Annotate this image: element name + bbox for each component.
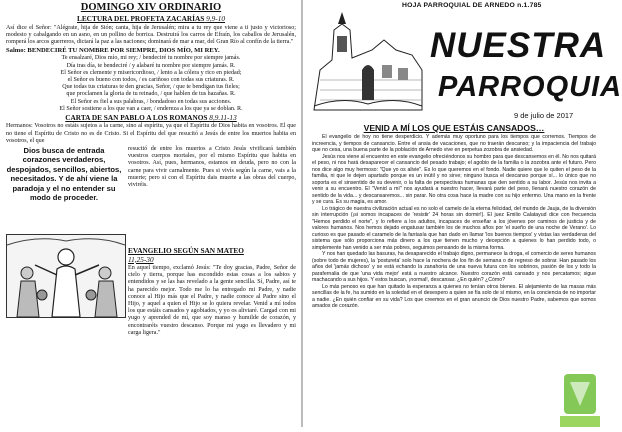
gospel-ref: 11,25-30 — [128, 254, 154, 264]
column-divider — [301, 0, 303, 427]
reading2-heading — [4, 114, 298, 123]
gospel-text: En aquel tiempo, exclamó Jesús: "Te doy gracias, Padre, Señor de cielo y tierra, porque has escondido estas cosas a los sabios y entendidos y se las has revelado a la gente sencilla. Sí, Padre, así te ha parecido mejor. Todo me lo ha entregado mi Padre, y nadie conoce al Hijo más que el Padre, y nadie conoce al Padre sino el Hijo, y aquel a quien el Hijo se lo quiera revelar. Venid a mí todos los que estáis cansados y agobiados, y yo os aliviaré. Cargad con mi yugo y aprended de mí, que soy manso y humilde de corazón, y encontraréis vuestro descanso. Porque mi yugo es llevadero y mi carga ligera." — [128, 265, 296, 336]
reading1-ref: 9,9-10 — [206, 14, 226, 23]
reading2-gospel-row — [4, 146, 298, 336]
invitation-text: Dios busca de entrada corazones verdaderos, despojados, sencillos, abiertos, necesitados. Y de ahí viene la paradoja y el no entender su modo de proceder. — [6, 146, 122, 203]
psalm-heading: Salmo: BENDECIRÉ TU NOMBRE POR SIEMPRE, DIOS MÍO, MI REY. — [6, 47, 220, 55]
reading2-text-top: Hermanos: Vosotros no estáis sujetos a la carne, sino al espíritu, ya que el Espíritu de Dios habita en vosotros. El que no tiene el Espíritu de Cristo no es de Cristo. Si el Espíritu del que resucitó a Jesús de entre los muertos habita en vosotros, el que — [6, 123, 296, 144]
reading2-text-side: resucitó de entre los muertos a Cristo Jesús vivificará también vuestros cuerpos mortales, por el mismo Espíritu que habita en vosotros. Así, pues, hermanos, estamos en deuda, pero no con la carne para vivir carnalmente. Pues si vivís según la carne, vais a la muerte; pero si con el Espíritu dais muerte a las obras del cuerpo, viviréis. — [128, 146, 296, 189]
psalm-line: El Señor es clemente y misericordioso, / lento a la cólera y rico en piedad; — [60, 69, 242, 76]
article-paragraph: Lo trágico de nuestra civilización actual es no solo el camelo de la eterna felicidad, del mundo de Jauja, de la diversión sin interrupción (¡si somos incapaces de 'resistir' 24 horas sin dormir!). El juez Emilio Calatayud dice con frecuencia "Hemos perdido el norte", y lo refiere a los adultos, incapaces de enseñar a los jóvenes por caminos de justicia y de valores humanos. Nos hemos dejado engatusar también los de muchos años por 'el sueño de una noche de Verano'. Lo curioso es que pasado el caramelo de la fantasía que han dado en llamar 'los buenos tiempos' y vistas las verdaderas del sistema que sólo proporciona más dinero a los que tienen mucho y decepción a quienes lo han perdido todo, o simplemente han venido a ser más pobres, seguimos pensando de la misma forma. — [312, 205, 596, 251]
psalm-line: Día tras día, te bendeciré / y alabaré tu nombre por siempre jamás. R. — [66, 62, 236, 69]
masthead-line1: NUESTRA — [430, 26, 607, 65]
article-title: VENID A MÍ LOS QUE ESTÁIS CANSADOS… — [363, 123, 545, 133]
readings-column — [4, 2, 298, 336]
psalm-line: El Señor sostiene a los que van a caer, / endereza a los que ya se doblan. R. — [59, 105, 243, 112]
psalm-line: Que todas tus criaturas te den gracias, Señor, / que te bendigan tus fieles; — [62, 84, 240, 91]
gospel-block — [128, 246, 296, 337]
reading2-ref: 8,9.11-13 — [209, 112, 237, 122]
article-paragraph: Lo más penoso es que han quitado la esperanza a quienes no tenían otros bienes. El alejamiento de las masas más sencillas de la fe, ha sumido en la soledad en el desespero a quien se fía solo de sí mismo, en la conciencia de no importar a nadie. ¿En quién confiar en su vida? Los que creemos en el gran anuncio de Dios nuestro Padre, sabemos que somos amados de corazón. — [312, 283, 596, 309]
psalm-verses — [4, 55, 298, 113]
parish-church-logo — [312, 10, 424, 112]
watermark-drawing — [560, 372, 600, 427]
reading1-text: Así dice el Señor: "Alégrate, hija de Sión; canta, hija de Jerusalén; mira a tu rey que viene a ti justo y victorioso; modesto y cabalgando en un asno, en un pollino de borrica. Destruirá los carros de Efraín, los caballos de Jerusalén, romperá los arcos guerreros, dictará la paz a las naciones; dominará de mar a mar, del Gran Río al confín de la tierra." — [6, 24, 296, 45]
reading2-heading-text: CARTA DE SAN PABLO A LOS ROMANOS — [65, 112, 208, 122]
masthead-line2: PARROQUIA — [438, 71, 622, 103]
gospel-heading-text: EVANGELIO SEGÚN SAN MATEO — [128, 246, 244, 256]
green-watermark-logo — [560, 372, 600, 427]
illustration-drawing — [7, 235, 125, 317]
reading1-heading-text: LECTURA DEL PROFETA ZACARÍAS — [76, 14, 205, 23]
sunday-title: DOMINGO XIV ORDINARIO — [80, 2, 222, 13]
article-paragraph: Jesús nos viene al encuentro en este evangelio ofreciéndonos su hombro para que descansemos en él. No nos quitará el peso, ni nos hará desaparecer el cansancio del pesado trabajo; el agobio de la familia o la zozobra ante el futuro. Pero nos dice algo muy hermoso: "Que yo os alivie". Es lo que queremos en el fondo. Nadie quiere que le quiten el peso de la familia, ni que le dejen apartado porque es un inútil y no sirve; ninguno busca el descanso porque sí... lo único que no soporta es el sinsentido de su devenir, o la falta de perspectivas humanas que den sentido a su labor. Jesús nos invita a venir a su encuentro. El "Venid a mí" nos ayudará a nuestro hacer, llevará parte del peso, llenará nuestro corazón de sentido de la vida... y descansaremos... sin parar. No otra cosa hace la madre con su hijo enfermo. Una mano en la frente y se cura. Es su magia, es amor. — [312, 153, 596, 205]
gospel-heading — [128, 247, 296, 264]
church-drawing — [312, 10, 424, 112]
main-article — [312, 123, 596, 310]
jesus-with-people-illustration — [6, 234, 126, 318]
psalm-line: El Señor es fiel a sus palabras, / bondadoso en todas sus acciones. — [70, 98, 232, 105]
bulletin-header-line: HOJA PARROQUIAL DE ARNEDO n.1.785 — [402, 2, 542, 9]
article-paragraph: El evangelio de hoy no tiene desperdicio. Y además muy oportuno para los tiempos que corremos. Tiempos de increencia, y tiempos de cansancio. Entre el ansia de vacaciones, que no traerán descanso; y la impaciencia del trabajo que no cesa, una buena parte de la población de Arnedo vive en perpetua zozobra de ansiedad. — [312, 134, 596, 153]
article-paragraph: Y nos han quedado las basuras, ha desaparecido el trabajo digno, permanece la droga, el comercio de seres humanos (sobre todo de mujeres), la 'postureta' solo hace la nochera de los fin de semana o de regreso de sobrar. Han pasado los años del 'jamás dichoso' y se está echando la zanahoria de una nueva futura con los sobrinos, pasión de los y todo la parafernalia de que 'una vida mejor' está a nuestro alcance. Nuestro corazón está cansado y nos percatamos; sigue machacando a sus hijos. Y estos buscan, ¡normal!, descansar. ¿En quién? ¿Cómo? — [312, 251, 596, 283]
psalm-line: el Señor es bueno con todos, / es cariñoso con todas sus criaturas. R. — [67, 76, 235, 83]
psalm-line: que proclamen la gloria de tu reinado, / que hablen de tus hazañas. R. — [66, 91, 236, 98]
psalm-line: Te ensalzaré, Dios mío, mi rey; / bendeciré tu nombre por siempre jamás. — [61, 55, 241, 62]
reading1-heading — [4, 15, 298, 24]
issue-date: 9 de julio de 2017 — [514, 111, 574, 120]
